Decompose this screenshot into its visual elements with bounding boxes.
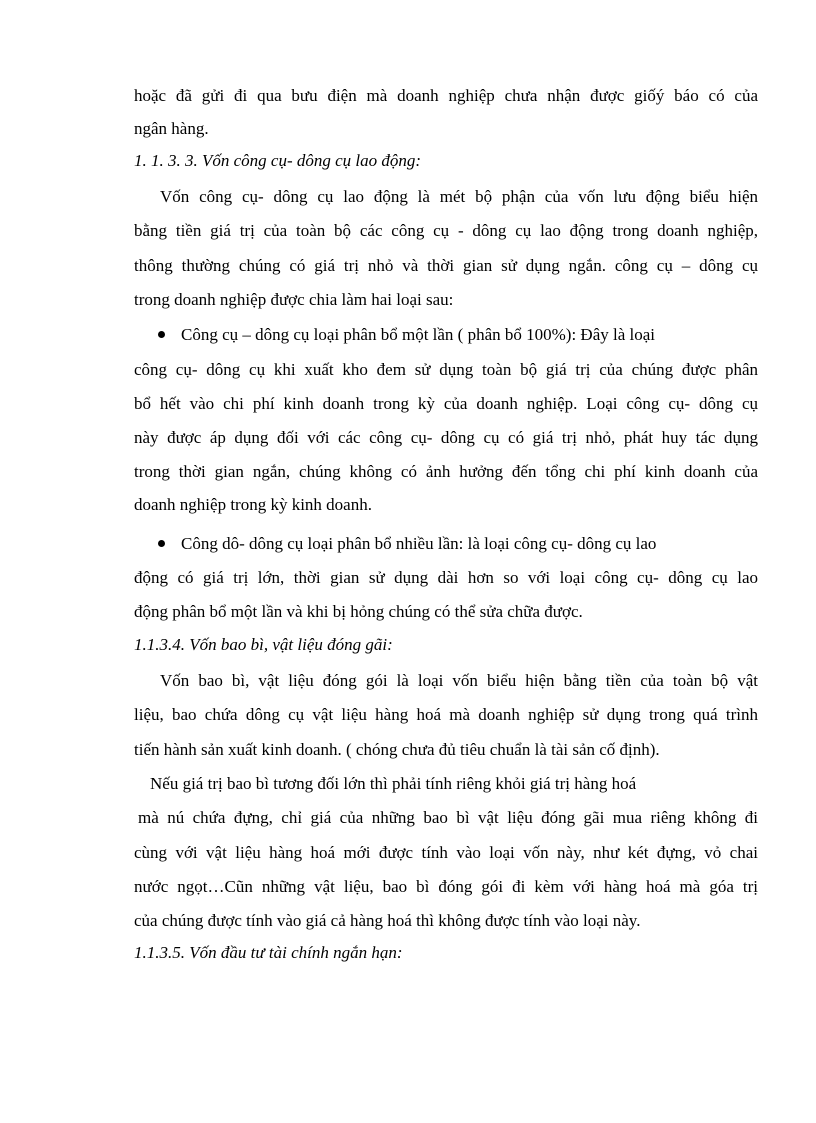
paragraph-line: động phân bổ một lần và khi bị hỏng chúng có thể sửa chữa được. xyxy=(134,602,583,621)
paragraph-line: liệu, bao chứa dông cụ vật liệu hàng hoá mà doanh nghiệp sử dụng trong quá trình xyxy=(134,705,758,724)
paragraph-line: thông thường chúng có giá trị nhỏ và thời gian sử dụng ngắn. công cụ – dông cụ xyxy=(134,256,758,275)
paragraph-line: Vốn công cụ- dông cụ lao động là mét bộ phận của vốn lưu động biểu hiện xyxy=(160,187,758,206)
paragraph-line: Vốn bao bì, vật liệu đóng gói là loại vốn biểu hiện bằng tiền của toàn bộ vật xyxy=(160,671,758,690)
bullet-icon xyxy=(158,331,165,338)
bullet-item-text: Công cụ – dông cụ loại phân bổ một lần ( phân bổ 100%): Đây là loại xyxy=(181,325,656,344)
paragraph-line: của chúng được tính vào giá cả hàng hoá thì không được tính vào loại này. xyxy=(134,911,641,930)
paragraph-line: ngân hàng. xyxy=(134,119,209,138)
bullet-item-text: Công dô- dông cụ loại phân bổ nhiều lần: là loại công cụ- dông cụ lao xyxy=(181,534,657,553)
paragraph-line: trong doanh nghiệp được chia làm hai loại sau: xyxy=(134,290,454,309)
paragraph-line: bổ hết vào chi phí kinh doanh trong kỳ của doanh nghiệp. Loại công cụ- dông cụ xyxy=(134,394,758,413)
paragraph-line: động có giá trị lớn, thời gian sử dụng dài hơn so với loại công cụ- dông cụ lao xyxy=(134,568,758,587)
section-heading: 1.1.3.5. Vốn đầu tư tài chính ngắn hạn: xyxy=(134,943,403,962)
bullet-icon xyxy=(158,540,165,547)
section-heading: 1. 1. 3. 3. Vốn công cụ- dông cụ lao động: xyxy=(134,151,422,170)
paragraph-line: trong thời gian ngắn, chúng không có ảnh hưởng đến tổng chi phí kinh doanh của xyxy=(134,462,758,481)
section-heading: 1.1.3.4. Vốn bao bì, vật liệu đóng gãi: xyxy=(134,635,393,654)
paragraph-line: doanh nghiệp trong kỳ kinh doanh. xyxy=(134,495,372,514)
paragraph-line: bằng tiền giá trị của toàn bộ các công cụ - dông cụ lao động trong doanh nghiệp, xyxy=(134,221,758,240)
paragraph-line: hoặc đã gửi đi qua bưu điện mà doanh nghiệp chưa nhận được giốý báo có của xyxy=(134,86,758,105)
paragraph-line: nước ngọt…Cũn những vật liệu, bao bì đóng gói đi kèm với hàng hoá mà góa trị xyxy=(134,877,758,896)
paragraph-line: này được áp dụng đối với các công cụ- dông cụ có giá trị nhỏ, phát huy tác dụng xyxy=(134,428,758,447)
paragraph-line: mà nú chứa đựng, chỉ giá của những bao bì vật liệu đóng gãi mua riêng không đi xyxy=(138,808,758,827)
paragraph-line: công cụ- dông cụ khi xuất kho đem sử dụng toàn bộ giá trị của chúng được phân xyxy=(134,360,758,379)
paragraph-line: Nếu giá trị bao bì tương đối lớn thì phải tính riêng khỏi giá trị hàng hoá xyxy=(150,774,637,793)
paragraph-line: cùng với vật liệu hàng hoá mới được tính vào loại vốn này, như két đựng, vỏ chai xyxy=(134,843,758,862)
paragraph-line: tiến hành sản xuất kinh doanh. ( chóng chưa đủ tiêu chuẩn là tài sản cố định). xyxy=(134,740,660,759)
